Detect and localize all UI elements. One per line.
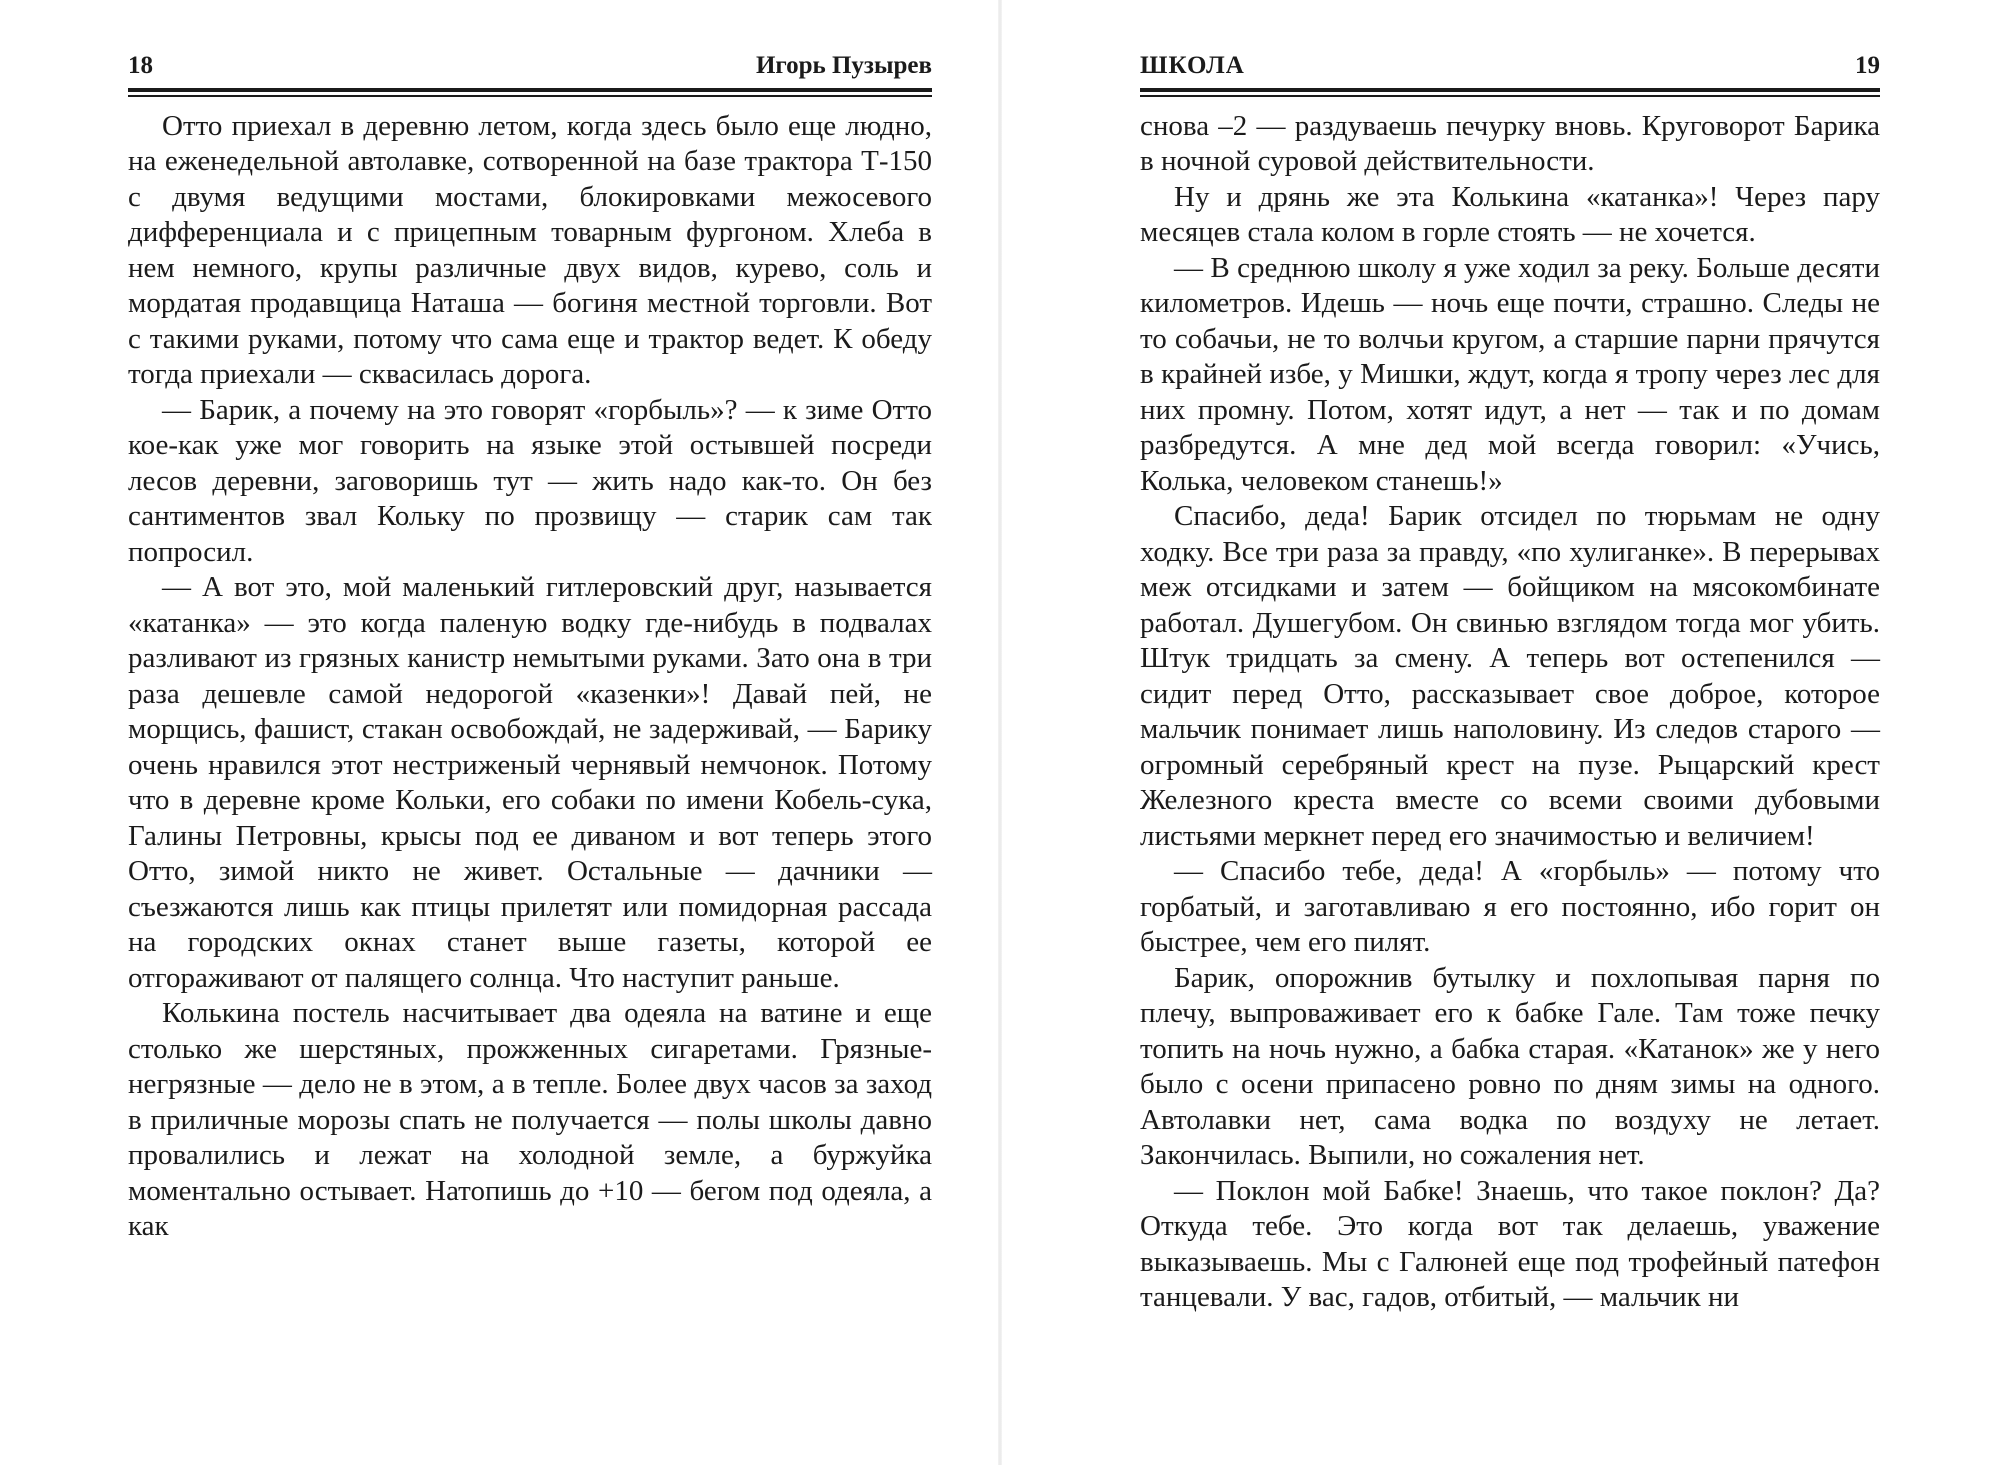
paragraph: Ну и дрянь же эта Колькина «катанка»! Через пару месяцев стала колом в горле стоять — не хочется. (1140, 180, 1880, 248)
right-header-rule-thin (1140, 95, 1880, 97)
left-header-rule (128, 88, 932, 92)
right-running-head: ШКОЛА (1140, 52, 1245, 79)
paragraph: — Поклон мой Бабке! Знаешь, что такое поклон? Да? Откуда тебе. Это когда вот так делаешь, уважение выказываешь. Мы с Галюней еще под трофейный патефон танцевали. У вас, гадов, отбитый, — мальчик ни (1140, 1174, 1880, 1313)
paragraph: Спасибо, деда! Барик отсидел по тюрьмам не одну ходку. Все три раза за правду, «по хулиганке». В перерывах меж отсидками и затем — бойщиком на мясокомбинате работал. Душегубом. Он свинью взглядом тогда мог убить. Штук тридцать за смену. А теперь вот остепенился — сидит перед Отто, рассказывает свое доброе, которое мальчик понимает лишь наполовину. Из следов старого — огромный серебряный крест на пузе. Рыцарский крест Железного креста вместе со всеми своими дубовыми листьями меркнет перед его значимостью и величием! (1140, 500, 1880, 852)
paragraph: — Барик, а почему на это говорят «горбыль»? — к зиме Отто кое-как уже мог говорить на языке этой остывшей посреди лесов деревни, заговоришь тут — жить надо как-то. Он без сантиментов звал Кольку по прозвищу — старик сам так попросил. (128, 393, 932, 568)
paragraph: — Спасибо тебе, деда! А «горбыль» — потому что горбатый, и заготавливаю я его постоянно, ибо горит он быстрее, чем его пилят. (1140, 855, 1880, 958)
left-page-body (128, 109, 932, 1245)
right-page (1140, 0, 1880, 1316)
left-page (128, 0, 932, 1245)
right-page-number: 19 (1855, 52, 1880, 79)
right-page-body (1140, 109, 1880, 1316)
paragraph: Барик, опорожнив бутылку и похлопывая парня по плечу, выпроваживает его к бабке Гале. Там тоже печку топить на ночь нужно, а бабка старая. «Катанок» же у него было с осени припасено ровно по дням зимы на одного. Автолавки нет, сама водка по воздуху не летает. Закончилась. Выпили, но сожаления нет. (1140, 961, 1880, 1171)
paragraph: снова –2 — раздуваешь печурку вновь. Круговорот Барика в ночной суровой действительности. (1140, 109, 1880, 177)
left-page-number: 18 (128, 52, 153, 79)
left-page-header (128, 48, 932, 84)
paragraph: — В среднюю школу я уже ходил за реку. Больше десяти километров. Идешь — ночь еще почти, страшно. Следы не то собачьи, не то волчьи кругом, а старшие парни прячутся в крайней избе, у Мишки, ждут, когда я тропу через лес для них промну. Потом, хотят идут, а нет — так и по домам разбредутся. А мне дед мой всегда говорил: «Учись, Колька, человеком станешь!» (1140, 251, 1880, 497)
book-spine (998, 0, 1002, 1465)
paragraph: — А вот это, мой маленький гитлеровский друг, называется «катанка» — это когда паленую водку где-нибудь в подвалах разливают из грязных канистр немытыми руками. Зато она в три раза дешевле самой недорогой «казенки»! Давай пей, не морщись, фашист, стакан освобождай, не задерживай, — Барику очень нравился этот нестриженый чернявый немчонок. Потому что в деревне кроме Кольки, его собаки по имени Кобель-сука, Галины Петровны, крысы под ее диваном и вот теперь этого Отто, зимой никто не живет. Остальные — дачники — съезжаются лишь как птицы прилетят или помидорная рассада на городских окнах станет выше газеты, которой ее отгораживают от палящего солнца. Что наступит раньше. (128, 571, 932, 994)
paragraph: Колькина постель насчитывает два одеяла на ватине и еще столько же шерстяных, прожженных сигаретами. Грязные-негрязные — дело не в этом, а в тепле. Более двух часов за заход в приличные морозы спать не получается — полы школы давно провалились и лежат на холодной земле, а буржуйка моментально остывает. Натопишь до +10 — бегом под одеяла, а как (128, 997, 932, 1242)
left-header-rule-thin (128, 95, 932, 97)
right-header-rule (1140, 88, 1880, 92)
paragraph: Отто приехал в деревню летом, когда здесь было еще людно, на еженедельной автолавке, сотворенной на базе трактора Т-150 с двумя ведущими мостами, блокировками межосевого дифференциала и с прицепным товарным фургоном. Хлеба в нем немного, крупы различные двух видов, курево, соль и мордатая продавщица Наташа — богиня местной торговли. Вот с такими руками, потому что сама еще и трактор ведет. К обеду тогда приехали — сквасилась дорога. (128, 109, 932, 390)
right-page-header (1140, 48, 1880, 84)
left-running-head: Игорь Пузырев (755, 52, 932, 79)
